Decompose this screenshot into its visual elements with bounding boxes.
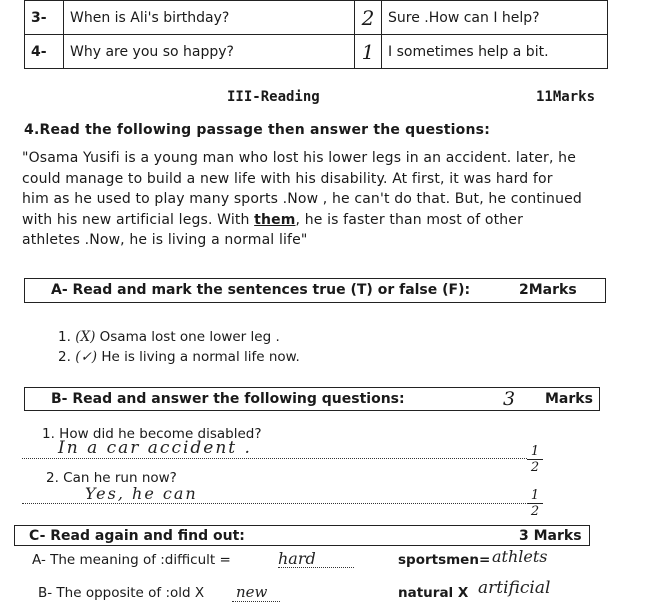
question-score: 1 2: [527, 489, 543, 518]
answer-line: [278, 567, 354, 568]
handwritten-answer: In a car accident .: [58, 438, 252, 458]
handwritten-answer: new: [236, 583, 268, 601]
passage-line: athletes .Now, he is living a normal life": [22, 232, 308, 248]
tf-mark: (✓): [75, 349, 98, 365]
part-a-title: A- Read and mark the sentences true (T) or false (F):: [51, 282, 471, 298]
handwritten-answer: athlets: [492, 547, 548, 566]
handwritten-answer: hard: [278, 549, 316, 568]
passage-line: could manage to build a new life with his disability. At first, it was hard for: [22, 170, 553, 187]
section-marks: 11Marks: [536, 89, 596, 105]
answer-cell: 1: [355, 35, 382, 69]
row-number: 3-: [25, 1, 64, 35]
part-b-header: [24, 387, 600, 411]
answer-line: [232, 601, 280, 602]
reading-passage: [22, 148, 610, 251]
part-c-marks: 3 Marks: [519, 528, 582, 544]
vocab-row: [38, 585, 204, 601]
part-c-title: C- Read again and find out:: [29, 528, 245, 544]
part-b-score: 3: [503, 388, 516, 410]
tf-mark: (X): [75, 329, 96, 345]
vocab-label: natural X: [398, 585, 469, 601]
answer-cell: 2: [355, 1, 382, 35]
part-b-marks: Marks: [545, 391, 593, 407]
vocab-label: B- The opposite of :old X: [38, 585, 205, 601]
passage-line: "Osama Yusifi is a young man who lost his lower legs in an accident. later, he: [22, 150, 576, 166]
passage-line: him as he used to play many sports .Now , he can't do that. But, he continued: [22, 191, 582, 207]
question-score: 1 2: [527, 445, 543, 474]
section-title: III-Reading: [227, 89, 320, 105]
part-a-header: [24, 278, 606, 303]
task-heading: 4.Read the following passage then answer the questions:: [24, 122, 490, 138]
handwritten-answer: Yes, he can: [85, 484, 198, 503]
question-cell: Why are you so happy?: [64, 35, 355, 69]
table-row: [25, 35, 608, 69]
question-2: 2. Can he run now?: [46, 470, 177, 486]
tf-item: 1. (X) Osama lost one lower leg .: [58, 329, 280, 345]
response-cell: I sometimes help a bit.: [382, 35, 608, 69]
row-number: 4-: [25, 35, 64, 69]
emphasized-word: them: [254, 211, 296, 228]
part-a-marks: 2Marks: [519, 282, 577, 298]
vocab-label: sportsmen=: [398, 552, 491, 568]
question-cell: When is Ali's birthday?: [64, 1, 355, 35]
question-1: 1. How did he become disabled?: [42, 426, 262, 442]
matching-table: [24, 0, 608, 69]
vocab-label: A- The meaning of :difficult =: [32, 552, 231, 568]
part-c-header: [14, 525, 590, 546]
table-row: [25, 1, 608, 35]
vocab-row: [32, 552, 231, 568]
tf-item: 2. (✓) He is living a normal life now.: [58, 349, 300, 365]
answer-line: [22, 503, 530, 504]
response-cell: Sure .How can I help?: [382, 1, 608, 35]
handwritten-answer: artificial: [478, 578, 551, 598]
part-b-title: B- Read and answer the following questions:: [51, 391, 405, 407]
answer-line: [22, 458, 527, 459]
passage-line: with his new artificial legs. With them, he is faster than most of other: [22, 211, 523, 228]
